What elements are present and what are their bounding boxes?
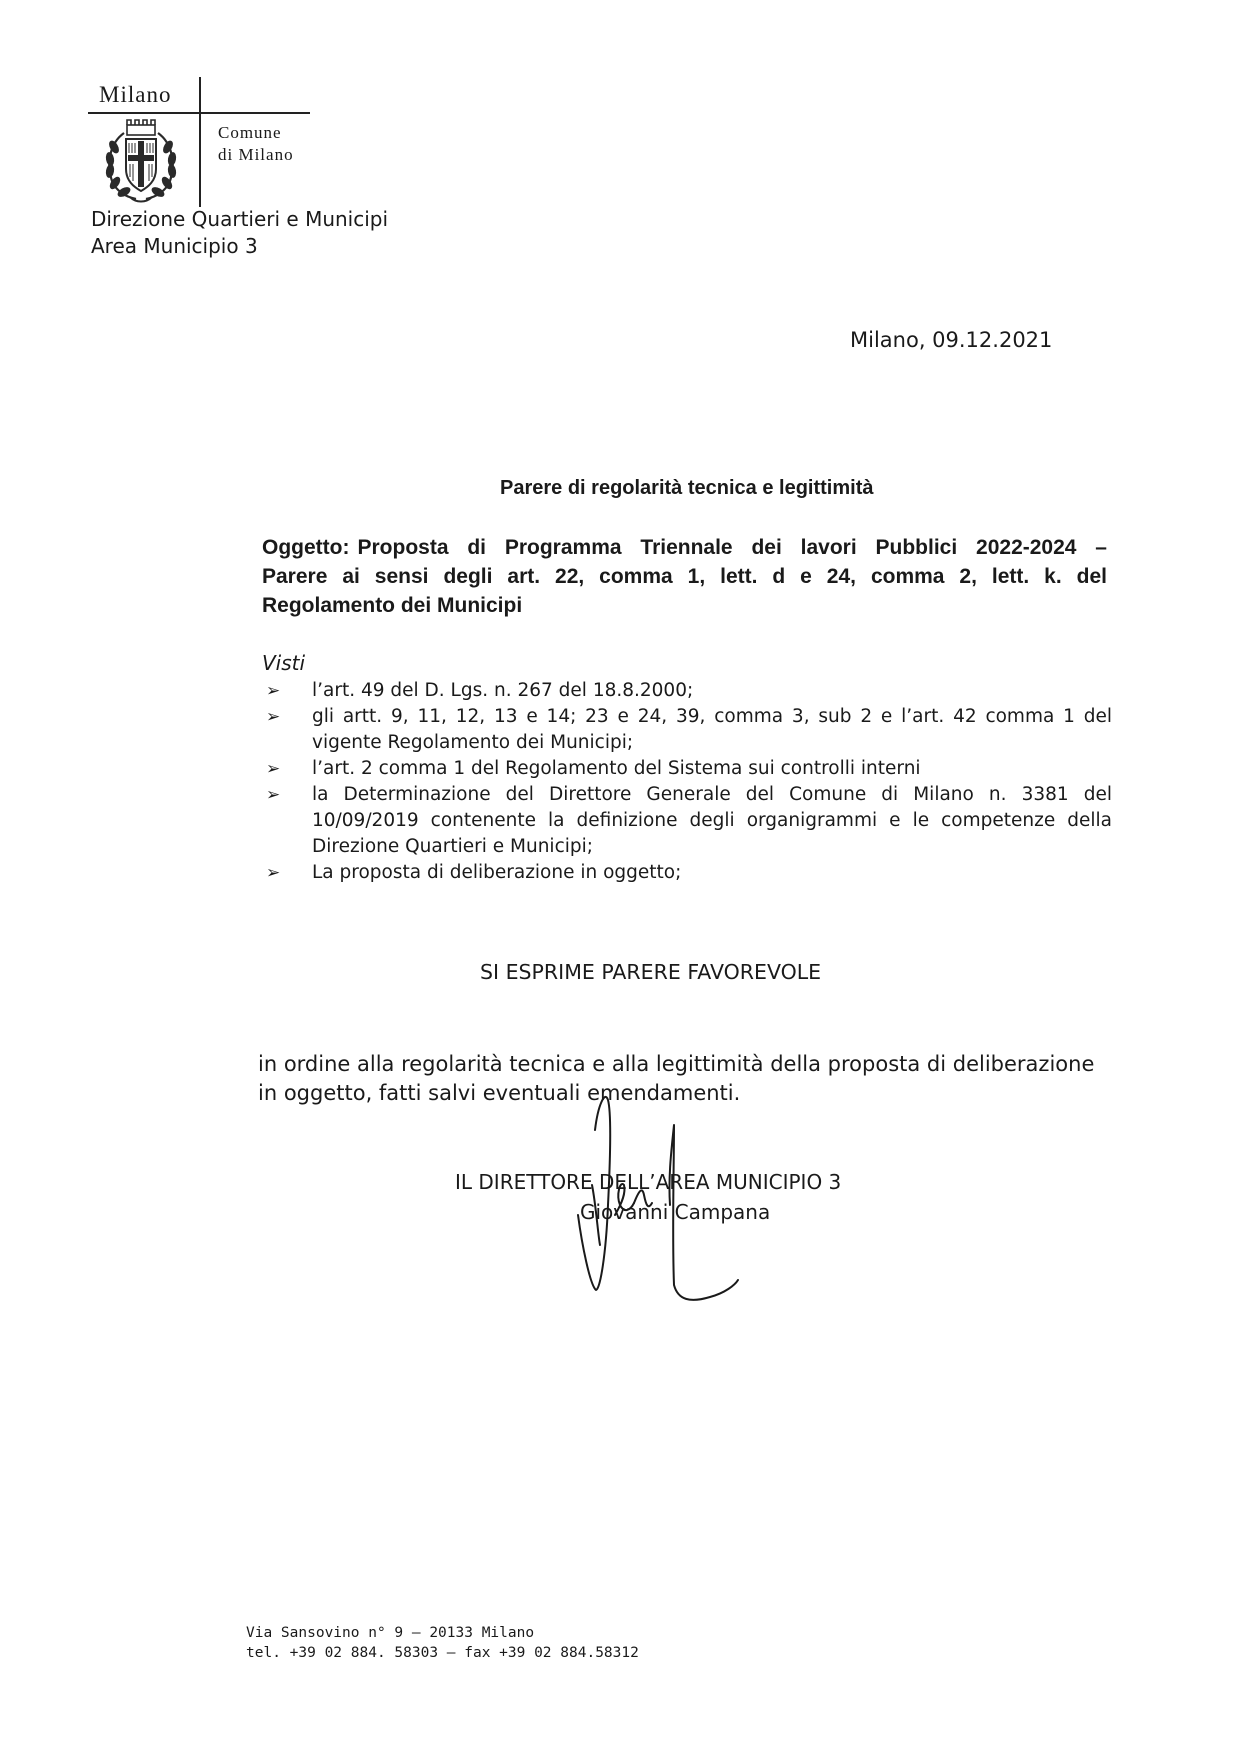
list-item-text: La proposta di deliberazione in oggetto; <box>312 862 682 883</box>
footer-contact <box>246 1623 639 1663</box>
signatory-name: Giovanni Campana <box>580 1200 771 1224</box>
subject-line-1 <box>262 533 1107 562</box>
subject-line-2: Parere ai sensi degli art. 22, comma 1, lett. d e 24, comma 2, lett. k. del <box>262 565 1107 588</box>
arrow-bullet-icon: ➢ <box>266 785 281 805</box>
arrow-bullet-icon: ➢ <box>266 681 281 701</box>
footer-phone-fax: tel. +39 02 884. 58303 – fax +39 02 884.58312 <box>246 1645 639 1661</box>
list-item <box>262 756 1112 782</box>
arrow-bullet-icon: ➢ <box>266 863 281 883</box>
handwritten-signature <box>570 1085 780 1315</box>
list-item <box>262 782 1112 860</box>
letterhead-vertical-rule <box>199 77 201 207</box>
office-area: Area Municipio 3 <box>91 234 258 258</box>
letterhead-city: Milano <box>99 82 172 107</box>
list-item <box>262 678 1112 704</box>
arrow-bullet-icon: ➢ <box>266 759 281 779</box>
document-title: Parere di regolarità tecnica e legittimità <box>500 477 874 499</box>
list-item-text: la Determinazione del Direttore Generale del Comune di Milano n. 3381 del <box>312 784 1112 805</box>
list-item <box>262 704 1112 756</box>
letterhead <box>88 72 328 212</box>
list-item-text: Direzione Quartieri e Municipi; <box>312 836 593 857</box>
visti-section <box>262 650 1112 886</box>
letterhead-comune-line2: di Milano <box>218 145 294 164</box>
list-item-text: l’art. 2 comma 1 del Regolamento del Sistema sui controlli interni <box>312 758 921 779</box>
office-direzione: Direzione Quartieri e Municipi <box>91 207 389 231</box>
signatory-title: IL DIRETTORE DELL’AREA MUNICIPIO 3 <box>455 1170 842 1194</box>
visti-heading: Visti <box>262 651 306 675</box>
arrow-bullet-icon: ➢ <box>266 707 281 727</box>
footer-address: Via Sansovino n° 9 – 20133 Milano <box>246 1625 535 1641</box>
letterhead-comune-line1: Comune <box>218 123 282 142</box>
letterhead-horizontal-rule <box>88 112 310 114</box>
list-item-text: vigente Regolamento dei Municipi; <box>312 732 634 753</box>
opinion-statement: SI ESPRIME PARERE FAVOREVOLE <box>480 960 822 984</box>
subject-line-1-text: Proposta di Programma Triennale dei lavori Pubblici 2022-2024 – <box>357 536 1107 559</box>
letterhead-comune <box>218 122 294 166</box>
list-item-text: l’art. 49 del D. Lgs. n. 267 del 18.8.2000; <box>312 680 694 701</box>
document-date: Milano, 09.12.2021 <box>850 328 1053 352</box>
list-item <box>262 860 1112 886</box>
coat-of-arms-icon <box>100 119 182 205</box>
visti-list <box>262 678 1112 886</box>
subject-line-3: Regolamento dei Municipi <box>262 594 523 617</box>
list-item-text: 10/09/2019 contenente la definizione degli organigrammi e le competenze della <box>312 810 1112 831</box>
subject-block <box>262 533 1107 620</box>
opinion-body-line-1: in ordine alla regolarità tecnica e alla legittimità della proposta di deliberazione <box>258 1052 1095 1076</box>
subject-label: Oggetto: <box>262 536 350 559</box>
list-item-text: gli artt. 9, 11, 12, 13 e 14; 23 e 24, 39, comma 3, sub 2 e l’art. 42 comma 1 del <box>312 706 1112 727</box>
office-block <box>91 206 388 260</box>
opinion-body-line-2: in oggetto, fatti salvi eventuali emendamenti. <box>258 1081 741 1105</box>
